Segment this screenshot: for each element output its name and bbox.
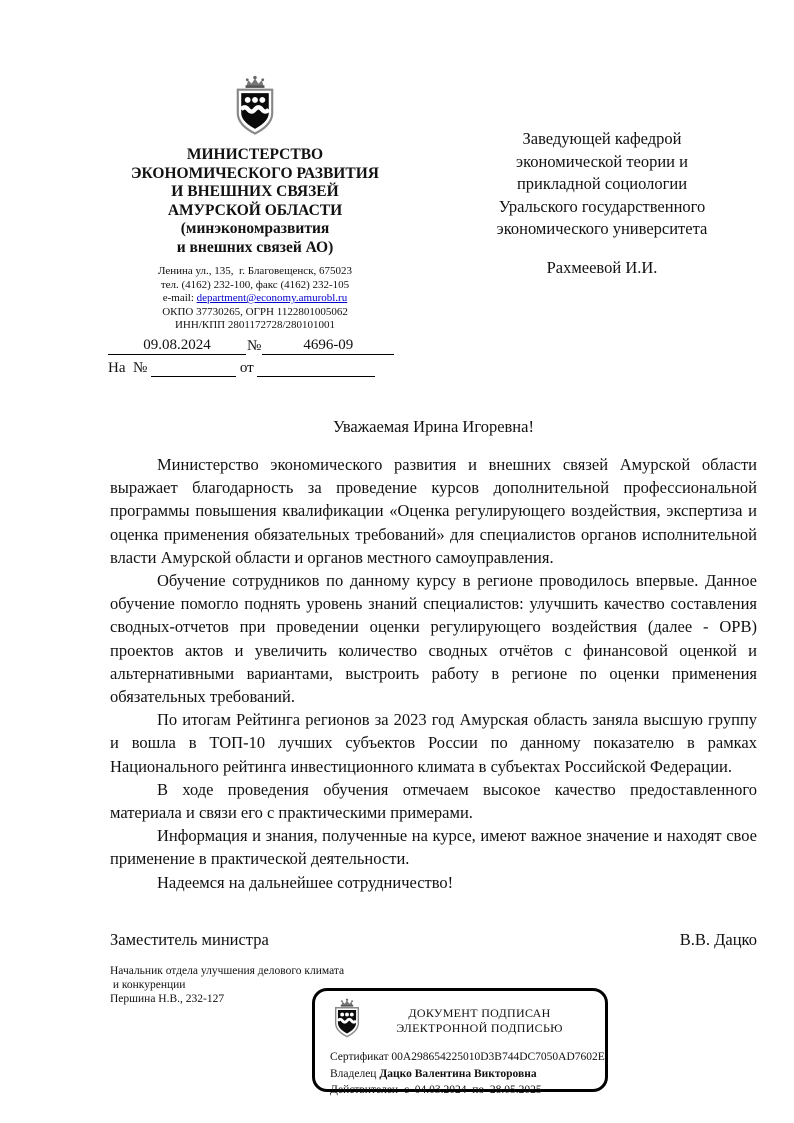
ministry-name-line: (минэкономразвития [180, 220, 330, 237]
address-line: Ленина ул., 135, г. Благовещенск, 675023 [157, 265, 353, 277]
stamp-title-line: ЭЛЕКТРОННОЙ ПОДПИСЬЮ [396, 1021, 563, 1035]
ministry-contacts [108, 265, 402, 333]
email-line [108, 292, 402, 306]
validity-mid-label: по [466, 1084, 490, 1096]
salutation: Уважаемая Ирина Игоревна! [333, 417, 534, 436]
ministry-name-line: ЭКОНОМИЧЕСКОГО РАЗВИТИЯ [131, 164, 379, 182]
ministry-name-line: и внешних связей АО) [176, 238, 334, 256]
stamp-details [330, 1049, 605, 1099]
validity-to: 28.05.2025 [489, 1084, 542, 1096]
ministry-name-line: И ВНЕШНИХ СВЯЗЕЙ [171, 183, 339, 200]
recipient-line: Уральского государственного [498, 196, 706, 216]
reference-block [108, 337, 408, 377]
letter-date: 09.08.2024 [108, 337, 246, 355]
signer-position: Заместитель министра [110, 930, 269, 949]
ministry-header [108, 75, 402, 333]
paragraph: В ходе проведения обучения отмечаем высокое качество предоставленного материала и связи его с практическими примерами. [110, 779, 757, 823]
paragraph: Надеемся на дальнейшее сотрудничество! [157, 872, 454, 892]
executor-line: и конкуренции [110, 979, 186, 991]
signer-name: В.В. Дацко [679, 930, 757, 949]
certificate-label: Сертификат [330, 1051, 392, 1063]
signature-row [110, 930, 757, 950]
reply-number-blank [151, 361, 236, 377]
certificate-line [330, 1049, 605, 1066]
paragraph: Обучение сотрудников по данному курсу в регионе проводилось впервые. Данное обучение помогло поднять уровень знаний специалистов: улучшить качество составления сводных-отчетов при проведении оценки регулирующего воздействия (далее - ОРВ) проектов актов и увеличить количество сводных отчётов с финансовой оценкой и альтернативными вариантами, выстроить работу в регионе по оценки применения обязательных требований. [110, 571, 757, 707]
owner-label: Владелец [330, 1067, 380, 1080]
ministry-name-line: МИНИСТЕРСТВО [186, 146, 324, 163]
reply-date-blank [257, 361, 375, 377]
email-link[interactable]: department@economy.amurobl.ru [196, 292, 348, 304]
ministry-name [108, 146, 402, 257]
stamp-title [364, 1006, 595, 1037]
reply-label: На № [108, 360, 148, 376]
outgoing-ref-row [108, 337, 408, 355]
okpo-ogrn-line: ОКПО 37730265, ОГРН 1122801005062 [162, 305, 348, 318]
recipient-line: экономической теории и [516, 151, 688, 171]
number-sign: № [247, 338, 262, 354]
stamp-header [330, 998, 595, 1044]
ministry-name-line: АМУРСКОЙ ОБЛАСТИ [167, 201, 343, 219]
electronic-signature-stamp [312, 988, 608, 1096]
certificate-value: 00A298654225010D3B744DC7050AD7602E [391, 1051, 605, 1063]
validity-from: 04.03.2024 [414, 1084, 467, 1096]
paragraph: Информация и знания, полученные на курсе, имеют важное значение и находят свое применение в практической деятельности. [110, 826, 757, 869]
stamp-title-line: ДОКУМЕНТ ПОДПИСАН [408, 1005, 551, 1020]
executor-line: Начальник отдела улучшения делового климата [110, 965, 345, 977]
recipient-line: Заведующей кафедрой [522, 129, 682, 148]
email-label: e-mail: [162, 292, 197, 304]
validity-label: Действителен с [330, 1084, 415, 1096]
recipient-line: прикладной социологии [516, 174, 688, 193]
recipient-block [443, 128, 761, 279]
reply-ref-row [108, 360, 408, 377]
paragraph: По итогам Рейтинга регионов за 2023 год Амурская область заняла высшую группу и вошла в ТОП-10 лучших субъектов России по данному показателю в рамках Национального рейтинга инвестиционного климата в субъектах Российской Федерации. [110, 710, 757, 776]
executor-line: Першина Н.В., 232-127 [110, 993, 225, 1005]
reply-from-label: от [239, 360, 254, 376]
validity-line [330, 1082, 597, 1099]
paragraph: Министерство экономического развития и внешних связей Амурской области выражает благодарность за проведение курсов дополнительной профессиональной программы повышения квалификации «Оценка регулирующего воздействия, экспертиза и оценка применения обязательных требований» для специалистов органов исполнительной власти Амурской области и органов местного самоуправления. [110, 455, 757, 567]
inn-kpp-line: ИНН/КПП 2801172728/280101001 [174, 319, 335, 331]
letter-body [110, 453, 757, 894]
letter-number: 4696-09 [262, 337, 394, 355]
owner-value: Дацко Валентина Викторовна [379, 1067, 537, 1080]
recipient-line: экономического университета [496, 219, 708, 238]
stamp-coat-of-arms-icon [330, 998, 364, 1044]
recipient-name: Рахмеевой И.И. [546, 257, 658, 277]
owner-line [330, 1066, 597, 1083]
phone-line: тел. (4162) 232-100, факс (4162) 232-105 [160, 278, 350, 291]
amur-coat-of-arms-icon [229, 75, 281, 142]
executor-block [110, 964, 344, 1006]
